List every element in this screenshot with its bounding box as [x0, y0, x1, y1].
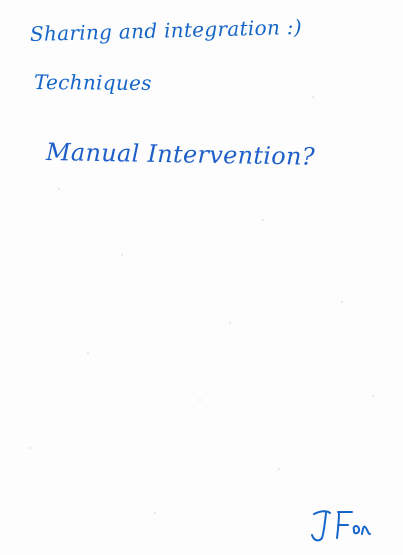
paper-speckle	[87, 352, 89, 354]
paper-speckle	[278, 468, 280, 470]
paper-speckle	[372, 395, 374, 397]
paper-speckle	[341, 301, 343, 303]
paper-speckle	[29, 447, 31, 449]
paper-speckle	[121, 254, 123, 256]
paper-speckle	[312, 96, 314, 98]
paper-speckle	[262, 219, 264, 221]
note-line-sharing: Sharing and integration :)	[29, 14, 303, 46]
note-line-manual-intervention: Manual Intervention?	[45, 138, 316, 171]
paper-speckle	[199, 399, 201, 401]
paper-speckle	[154, 512, 156, 514]
paper-speckle	[58, 188, 60, 190]
handwritten-signature	[308, 500, 378, 544]
paper-speckle	[229, 322, 231, 324]
note-line-techniques: Techniques	[33, 70, 152, 96]
